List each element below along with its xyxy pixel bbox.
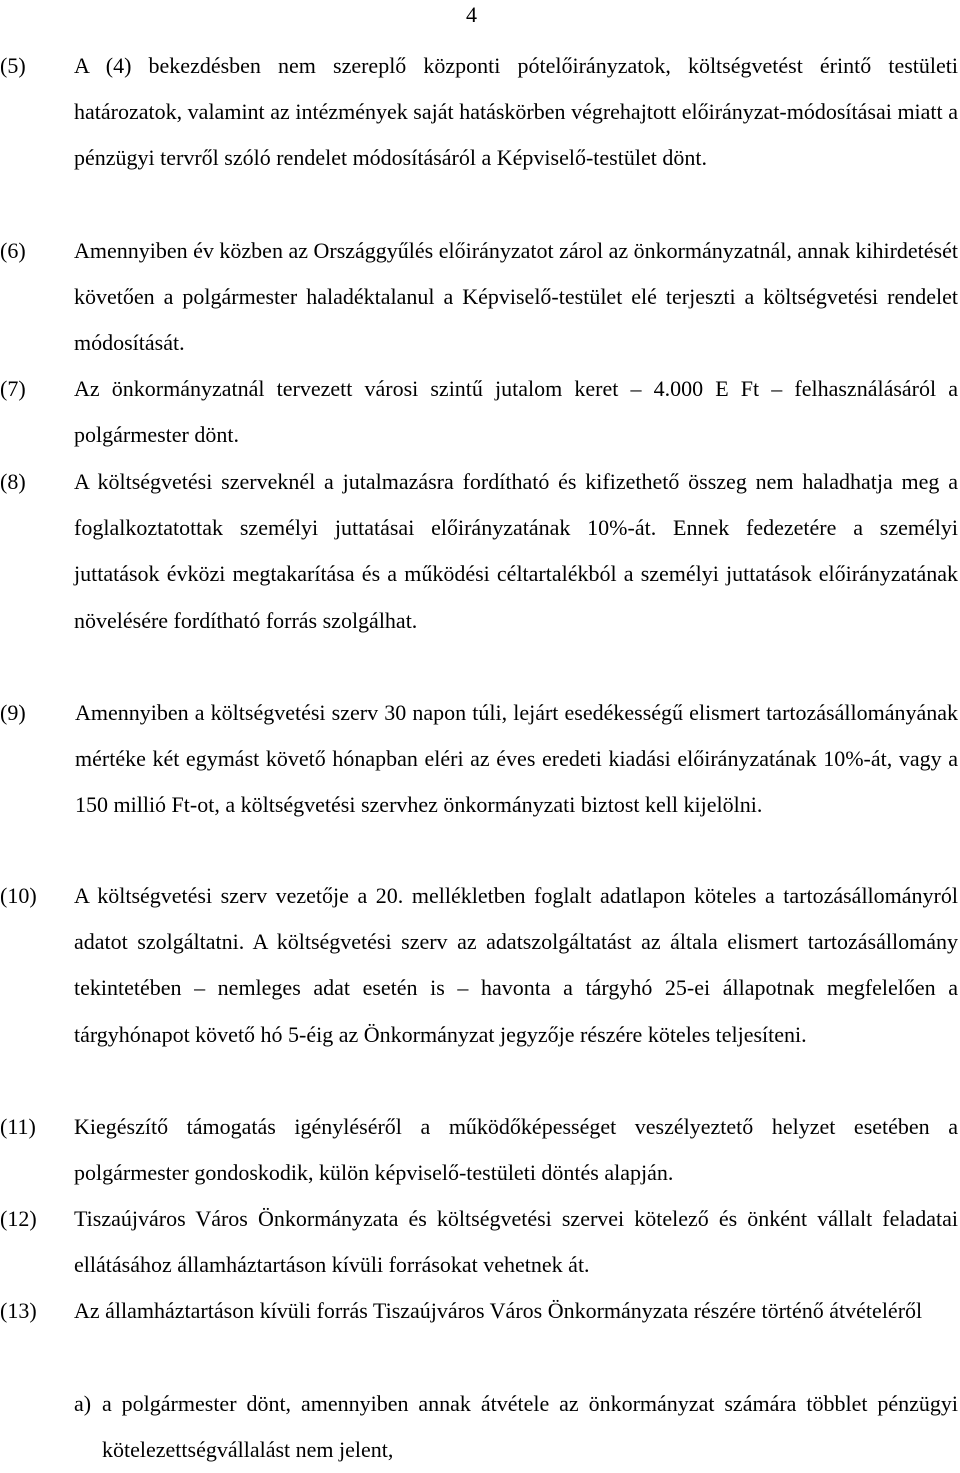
paragraph-text: Tiszaújváros Város Önkormányzata és költségvetési szervei kötelező és önként vállalt feladatai ellátásához államháztartáson kívüli forrásokat vehetnek át. xyxy=(74,1206,958,1278)
sub-item-a xyxy=(0,1381,960,1473)
paragraph-number: (5) xyxy=(0,53,26,78)
paragraph-6 xyxy=(0,228,960,367)
paragraph-12 xyxy=(0,1196,960,1288)
paragraph-number: (6) xyxy=(0,238,26,263)
paragraph-text: Az önkormányzatnál tervezett városi szintű jutalom keret – 4.000 E Ft – felhasználásáról a polgármester dönt. xyxy=(74,376,958,448)
paragraph-text: Amennyiben a költségvetési szerv 30 napon túli, lejárt esedékességű elismert tartozásállományának mértéke két egymást követő hónapban eléri az éves eredeti kiadási előirányzatának 10%-át, vagy a 150 millió Ft-ot, a költségvetési szervhez önkormányzati biztost kell kijelölni. xyxy=(75,700,958,818)
paragraph-text: A költségvetési szerv vezetője a 20. mellékletben foglalt adatlapon köteles a tartozásállományról adatot szolgáltatni. A költségvetési szerv az adatszolgáltatást az általa elismert tartozásállomány tekintetében – nemleges adat esetén is – havonta a tárgyhó 25-ei állapotnak megfelelően a tárgyhónapot követő hó 5-éig az Önkormányzat jegyzője részére köteles teljesíteni. xyxy=(74,883,958,1047)
paragraph-text: A költségvetési szerveknél a jutalmazásra fordítható és kifizethető összeg nem haladhatja meg a foglalkoztatottak személyi juttatásai előirányzatának 10%-át. Ennek fedezetére a személyi juttatások évközi megtakarítása és a működési céltartalékból a személyi juttatások előirányzatának növelésére fordítható forrás szolgálhat. xyxy=(74,469,958,633)
paragraph-number: (9) xyxy=(0,700,26,725)
paragraph-11 xyxy=(0,1104,960,1196)
paragraph-number: (11) xyxy=(0,1114,36,1139)
paragraph-number: (13) xyxy=(0,1298,37,1323)
paragraph-text: A (4) bekezdésben nem szereplő központi pótelőirányzatok, költségvetést érintő testületi határozatok, valamint az intézmények saját hatáskörben végrehajtott előirányzat-módosításai miatt a pénzügyi tervről szóló rendelet módosításáról a Képviselő-testület dönt. xyxy=(74,53,958,171)
page-number: 4 xyxy=(466,2,477,27)
paragraph-number: (7) xyxy=(0,376,26,401)
paragraph-text: Kiegészítő támogatás igényléséről a működőképességet veszélyeztető helyzet esetében a polgármester gondoskodik, külön képviselő-testületi döntés alapján. xyxy=(74,1114,958,1186)
paragraph-10 xyxy=(0,873,960,1058)
paragraph-5 xyxy=(0,43,960,182)
sub-item-label: a) xyxy=(74,1391,92,1416)
paragraph-number: (12) xyxy=(0,1206,37,1231)
sub-item-text: a polgármester dönt, amennyiben annak átvétele az önkormányzat számára többlet pénzügyi kötelezettségvállalást nem jelent, xyxy=(102,1391,958,1463)
paragraph-7 xyxy=(0,366,960,458)
paragraph-text: Amennyiben év közben az Országgyűlés előirányzatot zárol az önkormányzatnál, annak kihirdetését követően a polgármester haladéktalanul a Képviselő-testület elé terjeszti a költségvetési rendelet módosítását. xyxy=(74,238,958,356)
paragraph-8 xyxy=(0,459,960,644)
paragraph-13 xyxy=(0,1288,960,1334)
paragraph-number: (8) xyxy=(0,469,26,494)
paragraph-9 xyxy=(0,690,960,829)
paragraph-text: Az államháztartáson kívüli forrás Tiszaújváros Város Önkormányzata részére történő átvételéről xyxy=(74,1298,923,1323)
paragraph-number: (10) xyxy=(0,883,37,908)
